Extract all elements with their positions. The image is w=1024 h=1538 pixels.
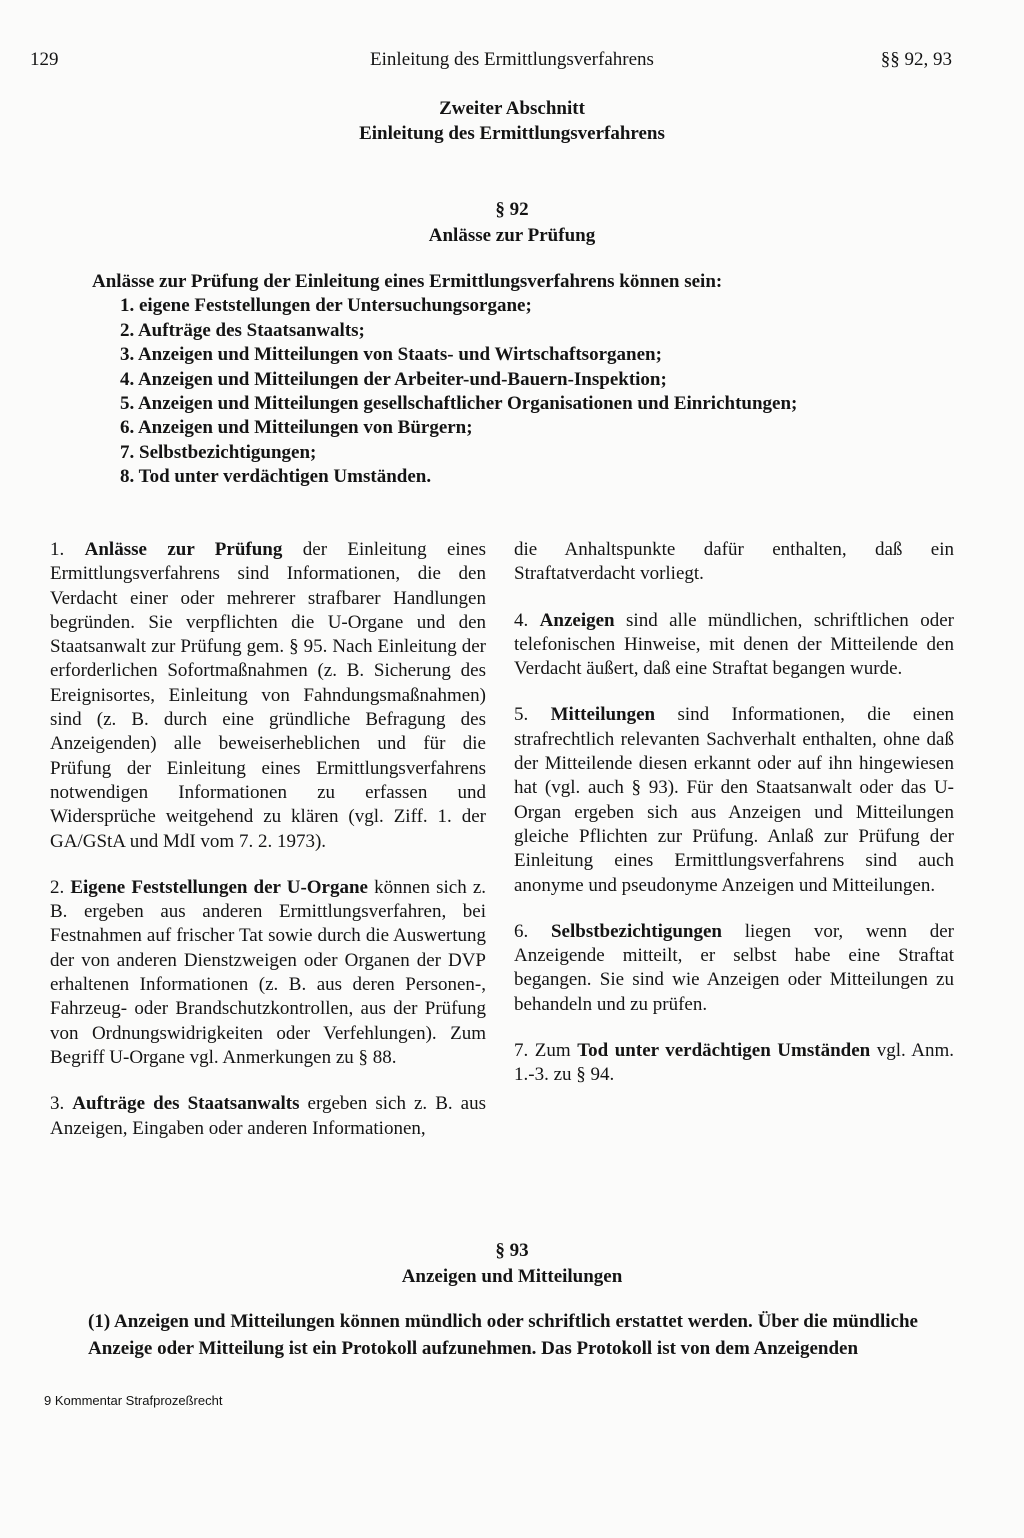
list-item: 5. Anzeigen und Mitteilungen gesellschaftlicher Organisationen und Einrichtungen; [120,393,798,415]
section-title: Einleitung des Ermittlungsverfahrens [359,123,665,144]
section-label: Zweiter Abschnitt [439,98,585,119]
page-number: 129 [30,49,59,70]
list-item: 6. Anzeigen und Mitteilungen von Bürgern; [120,417,473,439]
commentary-note-2: 2. Eigene Feststellungen der U-Organe können sich z. B. ergeben aus anderen Ermittlungsverfahren, bei Festnahmen auf frischer Tat sowie durch die Auswertung der von anderen Dienstzweigen oder Organen der DVP erhaltenen Informationen (z. B. aus deren Personen-, Fahrzeug- oder Brandschutzkontrollen, aus der Prüfung von Ordnungswidrigkeiten oder Verfehlungen). Zum Begriff U-Organe vgl. Anmerkungen zu § 88. [50,876,487,1068]
paragraph-93-number: § 93 [495,1240,529,1261]
commentary-note-3-continuation: die Anhaltspunkte dafür enthalten, daß ein Straftatverdacht vorliegt. [514,539,954,585]
list-item: 1. eigene Feststellungen der Untersuchungsorgane; [120,295,532,317]
commentary-right-column [514,538,954,1110]
paragraph-92-text [92,270,922,490]
commentary-left-column [50,538,486,1163]
commentary-note-5: 5. Mitteilungen sind Informationen, die einen strafrechtlich relevanten Sachverhalt enthalten, ohne daß der Mitteilende diesen erkannt oder auf ihn hingewiesen hat (vgl. auch § 93). Für den Staatsanwalt oder das U-Organ ergeben sich aus Anzeigen und Mitteilungen gleiche Pflichten zur Prüfung. Anlaß zur Prüfung der Einleitung eines Ermittlungsverfahrens sind auch anonyme und pseudonyme Anzeigen und Mitteilungen. [514,704,955,896]
section-heading [0,96,1024,146]
paragraph-92-intro: Anlässe zur Prüfung der Einleitung eines Ermittlungsverfahrens können sein: [92,271,723,292]
paragraph-92-list [92,294,922,489]
commentary-note-1: 1. Anlässe zur Prüfung der Einleitung eines Ermittlungsverfahrens sind Informationen, die den Verdacht einer oder mehrerer strafbarer Handlungen begründen. Sie verpflichten die U-Organe und den Staatsanwalt zur Prüfung gem. § 95. Nach Einleitung der erforderlichen Sofortmaßnahmen (z. B. Sicherung des Ereignisortes, Einleitung von Fahndungsmaßnahmen) sind (z. B. durch eine gründliche Befragung des Anzeigenden) alle beweiserheblichen und für die Prüfung der Einleitung eines Ermittlungsverfahrens notwendigen Informationen zu erfassen und Widersprüche weitgehend zu klären (vgl. Ziff. 1. der GA/GStA und MdI vom 7. 2. 1973). [50,539,486,852]
list-item: 4. Anzeigen und Mitteilungen der Arbeiter-und-Bauern-Inspektion; [120,368,667,390]
list-item: 7. Selbstbezichtigungen; [120,441,317,463]
sections-reference: §§ 92, 93 [880,49,952,70]
paragraph-93-text: (1) Anzeigen und Mitteilungen können mündlich oder schriftlich erstattet werden. Über die mündliche Anzeige oder Mitteilung ist ein Protokoll aufzunehmen. Das Protokoll ist von dem Anzeigenden [88,1311,918,1359]
commentary-note-7: 7. Zum Tod unter verdächtigen Umständen vgl. Anm. 1.-3. zu § 94. [514,1040,955,1086]
list-item: 3. Anzeigen und Mitteilungen von Staats- und Wirtschaftsorganen; [120,344,662,366]
commentary-note-4: 4. Anzeigen sind alle mündlichen, schriftlichen oder telefonischen Hinweise, mit denen der Mitteilende den Verdacht äußert, daß eine Straftat begangen wurde. [514,609,954,680]
running-title: Einleitung des Ermittlungsverfahrens [370,49,654,70]
paragraph-92-title: Anlässe zur Prüfung [428,225,596,246]
paragraph-93-title: Anzeigen und Mitteilungen [401,1266,623,1287]
paragraph-92-number: § 92 [495,199,529,220]
list-item: 8. Tod unter verdächtigen Umständen. [120,466,432,488]
commentary-note-6: 6. Selbstbezichtigungen liegen vor, wenn der Anzeigende mitteilt, er selbst habe eine Straftat begangen. Sie sind wie Anzeigen oder Mitteilungen zu behandeln und zu prüfen. [514,920,955,1015]
paragraph-93-heading [0,1238,1024,1290]
commentary-note-3: 3. Aufträge des Staatsanwalts ergeben sich z. B. aus Anzeigen, Eingaben oder anderen Informationen, [50,1093,487,1139]
paragraph-92-heading [0,197,1024,249]
signature-line: 9 Kommentar Strafprozeßrecht [44,1393,223,1408]
list-item: 2. Aufträge des Staatsanwalts; [120,319,365,341]
